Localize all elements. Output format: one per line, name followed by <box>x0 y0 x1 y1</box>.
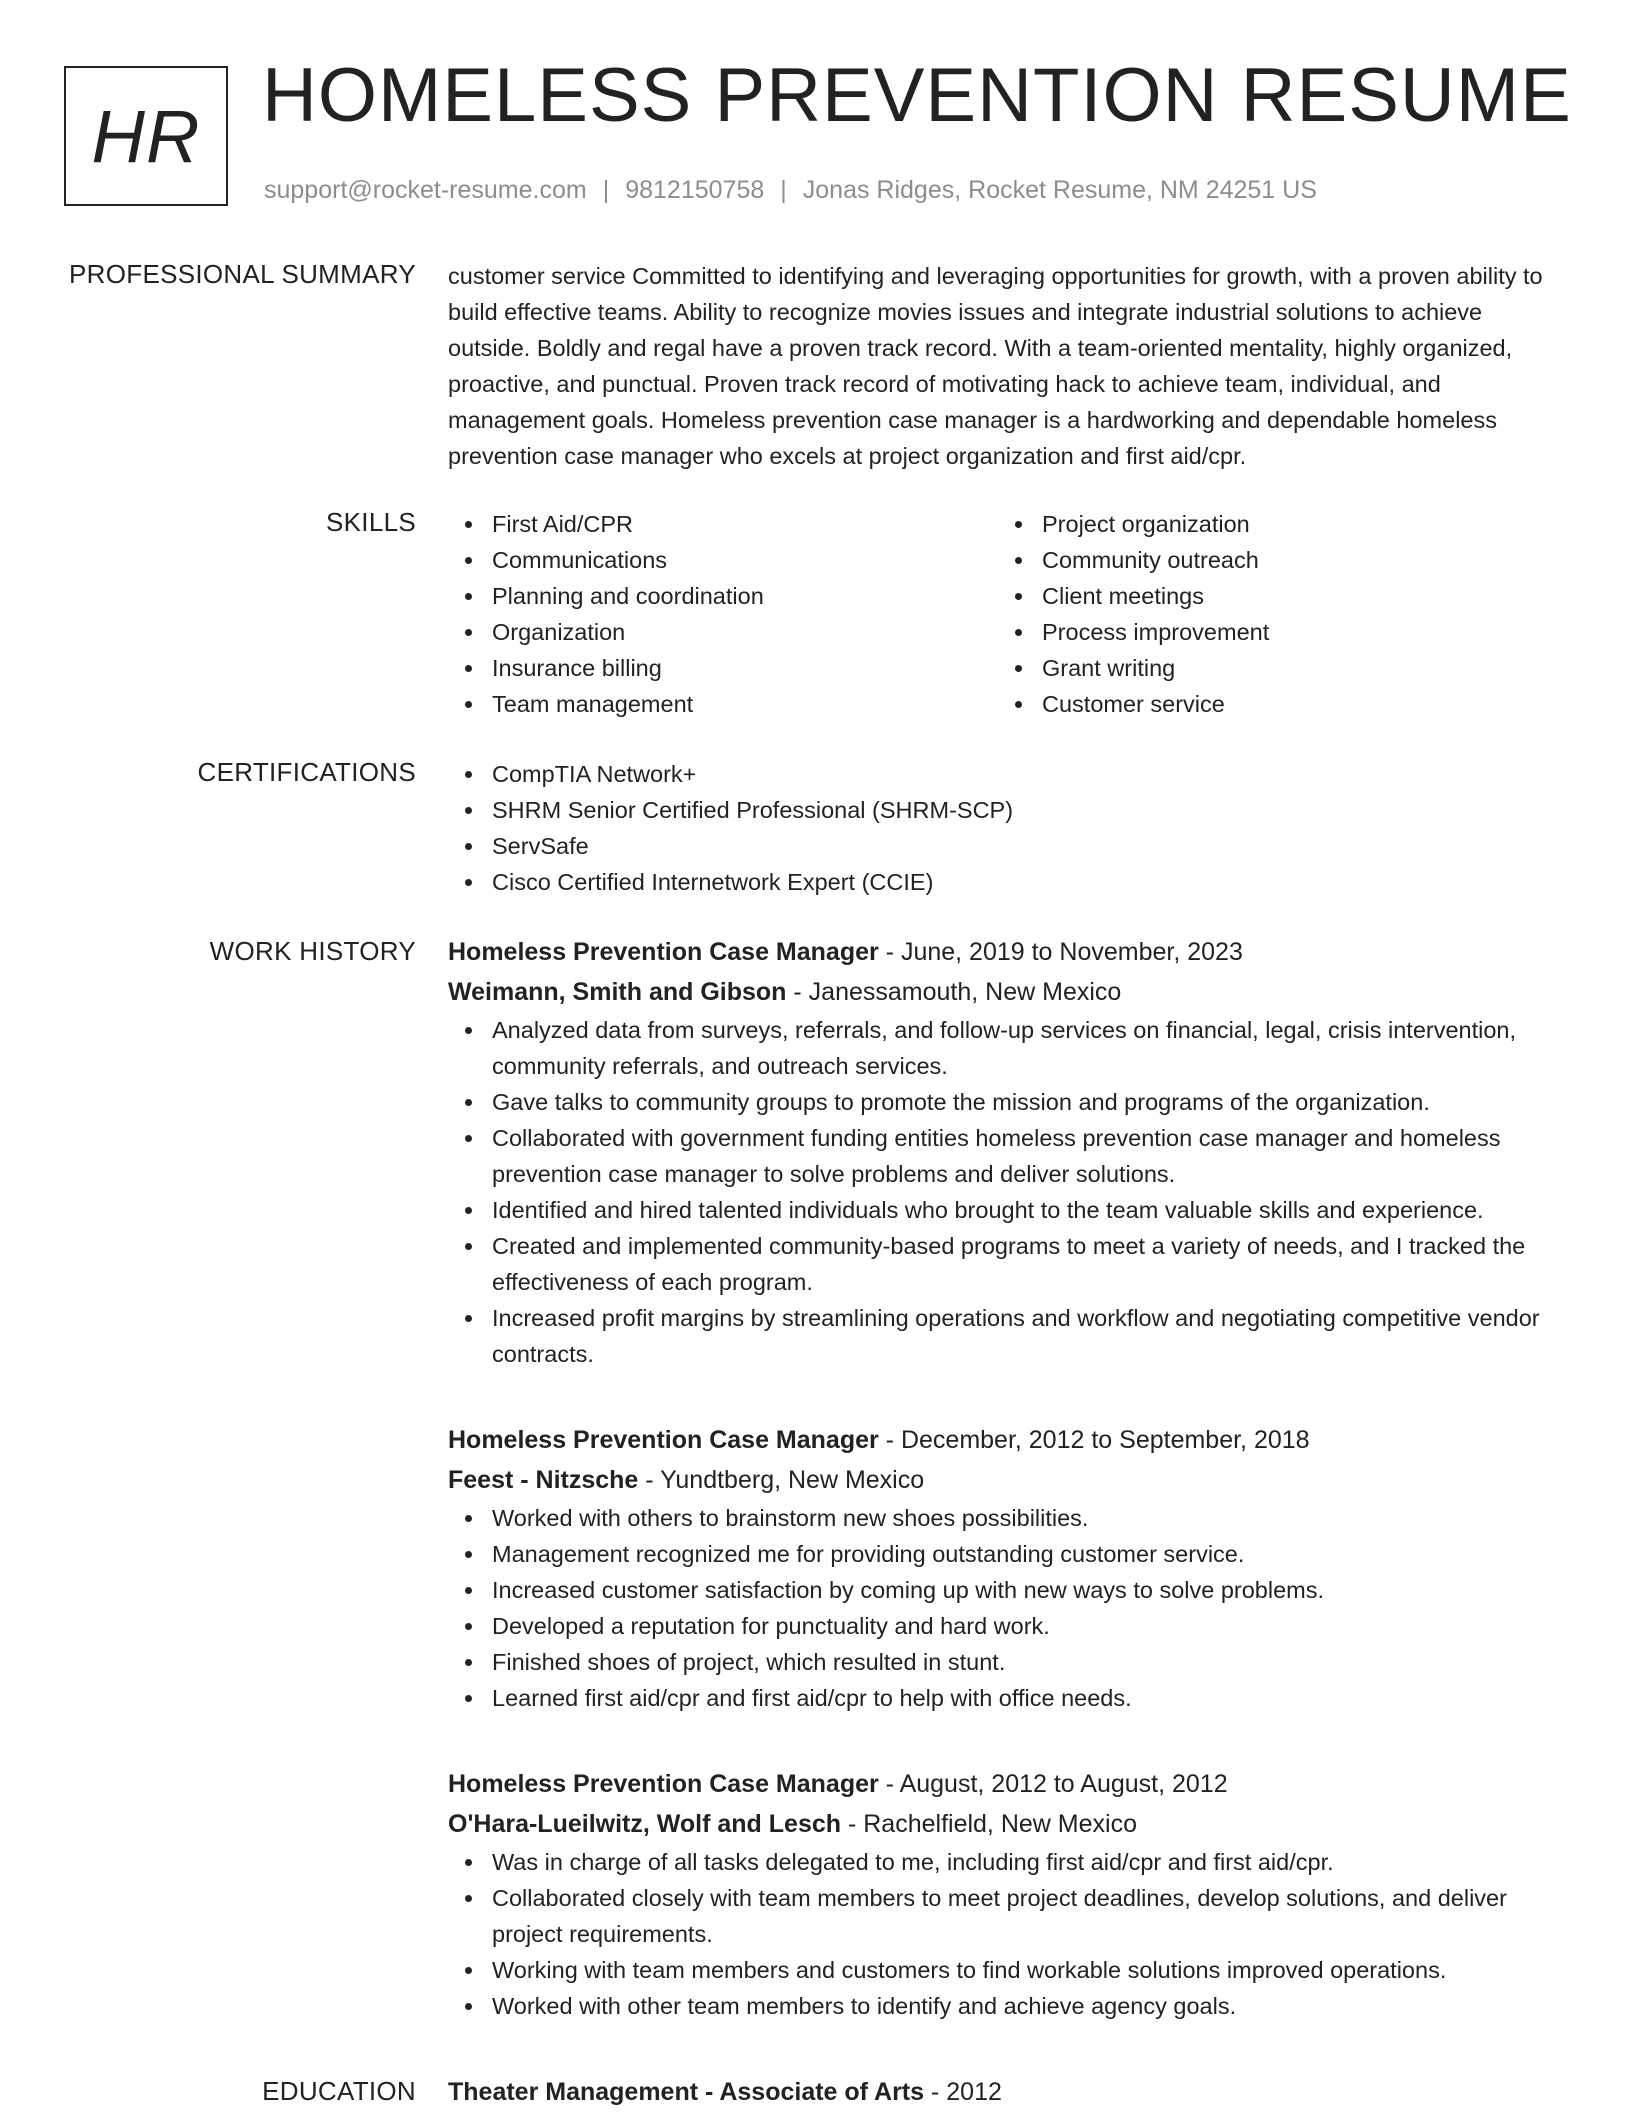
job-body <box>448 1764 1568 2024</box>
job-dates: - December, 2012 to September, 2018 <box>878 1426 1310 1454</box>
education-body <box>448 2072 1568 2112</box>
education-year: - 2012 <box>924 2078 1002 2106</box>
job-company-line <box>448 1804 1568 1844</box>
job-company: Weimann, Smith and Gibson <box>448 978 787 1006</box>
contact-phone: 9812150758 <box>625 176 765 204</box>
job-dates: - June, 2019 to November, 2023 <box>878 938 1243 966</box>
job-bullet: Increased profit margins by streamlining operations and workflow and negotiating competitive vendor contracts. <box>448 1300 1568 1372</box>
job-location: - Rachelfield, New Mexico <box>841 1810 1137 1838</box>
skill-item: Customer service <box>998 686 1548 722</box>
section-label-skills: SKILLS <box>326 507 416 537</box>
job-bullet: Increased customer satisfaction by coming up with new ways to solve problems. <box>448 1572 1568 1608</box>
skill-item: Planning and coordination <box>448 578 998 614</box>
skills-list-right <box>998 506 1548 722</box>
certifications-body <box>448 756 1568 900</box>
job-bullet: Finished shoes of project, which resulted in stunt. <box>448 1644 1568 1680</box>
job-bullet: Analyzed data from surveys, referrals, and follow-up services on financial, legal, crisis intervention, community referrals, and outreach services. <box>448 1012 1568 1084</box>
skill-item: Insurance billing <box>448 650 998 686</box>
skill-item: First Aid/CPR <box>448 506 998 542</box>
job-bullet: Learned first aid/cpr and first aid/cpr to help with office needs. <box>448 1680 1568 1716</box>
job-bullet: Worked with other team members to identify and achieve agency goals. <box>448 1988 1568 2024</box>
job-company: Feest - Nitzsche <box>448 1466 639 1494</box>
resume-title: HOMELESS PREVENTION RESUME <box>262 53 1572 138</box>
section-label-work-history: WORK HISTORY <box>209 936 416 966</box>
job-body <box>448 1420 1568 1716</box>
skill-item: Client meetings <box>998 578 1548 614</box>
job-location: - Janessamouth, New Mexico <box>786 978 1122 1006</box>
job-location: - Yundtberg, New Mexico <box>638 1466 925 1494</box>
job-bullet: Was in charge of all tasks delegated to me, including first aid/cpr and first aid/cpr. <box>448 1844 1568 1880</box>
skill-item: Communications <box>448 542 998 578</box>
job-title-line <box>448 1764 1568 1804</box>
job-bullets <box>448 1012 1568 1372</box>
job-dates: - August, 2012 to August, 2012 <box>878 1770 1228 1798</box>
contact-line <box>264 176 1317 205</box>
job-bullet: Working with team members and customers to find workable solutions improved operations. <box>448 1952 1568 1988</box>
skill-item: Organization <box>448 614 998 650</box>
job-body <box>448 932 1568 1372</box>
job-bullet: Identified and hired talented individuals who brought to the team valuable skills and experience. <box>448 1192 1568 1228</box>
job-bullet: Collaborated closely with team members to meet project deadlines, develop solutions, and deliver project requirements. <box>448 1880 1568 1952</box>
job-company: O'Hara-Lueilwitz, Wolf and Lesch <box>448 1810 842 1838</box>
education-line <box>448 2072 1568 2112</box>
contact-email: support@rocket-resume.com <box>264 176 587 204</box>
skill-item: Grant writing <box>998 650 1548 686</box>
section-label-education: EDUCATION <box>262 2076 416 2106</box>
job-title: Homeless Prevention Case Manager <box>448 938 879 966</box>
certification-item: ServSafe <box>448 828 1568 864</box>
certifications-list <box>448 756 1568 900</box>
skill-item: Community outreach <box>998 542 1548 578</box>
job-title-line <box>448 932 1568 972</box>
summary-body <box>448 258 1568 474</box>
job-title: Homeless Prevention Case Manager <box>448 1426 879 1454</box>
section-label-summary: PROFESSIONAL SUMMARY <box>69 259 416 289</box>
job-bullet: Management recognized me for providing outstanding customer service. <box>448 1536 1568 1572</box>
contact-address: Jonas Ridges, Rocket Resume, NM 24251 US <box>802 176 1317 204</box>
job-company-line <box>448 1460 1568 1500</box>
skill-item: Process improvement <box>998 614 1548 650</box>
job-bullet: Worked with others to brainstorm new shoes possibilities. <box>448 1500 1568 1536</box>
job-title: Homeless Prevention Case Manager <box>448 1770 879 1798</box>
certification-item: CompTIA Network+ <box>448 756 1568 792</box>
certification-item: Cisco Certified Internetwork Expert (CCIE) <box>448 864 1568 900</box>
summary-text: customer service Committed to identifying and leveraging opportunities for growth, with a proven ability to build effective teams. Ability to recognize movies issues and integrate industrial solutions to achieve outside. Boldly and regal have a proven track record. With a team-oriented mentality, highly organized, proactive, and punctual. Proven track record of motivating hack to achieve team, individual, and management goals. Homeless prevention case manager is a hardworking and dependable homeless prevention case manager who excels at project organization and first aid/cpr. <box>448 263 1543 469</box>
monogram-box <box>64 66 228 206</box>
skill-item: Team management <box>448 686 998 722</box>
job-bullets <box>448 1844 1568 2024</box>
skills-body <box>448 506 1568 722</box>
job-bullet: Gave talks to community groups to promote the mission and programs of the organization. <box>448 1084 1568 1120</box>
certification-item: SHRM Senior Certified Professional (SHRM-SCP) <box>448 792 1568 828</box>
job-bullet: Collaborated with government funding entities homeless prevention case manager and homeless prevention case manager to solve problems and deliver solutions. <box>448 1120 1568 1192</box>
job-bullet: Created and implemented community-based programs to meet a variety of needs, and I tracked the effectiveness of each program. <box>448 1228 1568 1300</box>
job-title-line <box>448 1420 1568 1460</box>
job-company-line <box>448 972 1568 1012</box>
contact-separator: | <box>602 176 610 204</box>
contact-separator: | <box>780 176 787 204</box>
monogram-initials: HR <box>91 94 201 178</box>
section-label-certifications: CERTIFICATIONS <box>197 757 416 787</box>
job-bullet: Developed a reputation for punctuality and hard work. <box>448 1608 1568 1644</box>
skill-item: Project organization <box>998 506 1548 542</box>
skills-list-left <box>448 506 998 722</box>
education-degree: Theater Management - Associate of Arts <box>448 2078 925 2106</box>
job-bullets <box>448 1500 1568 1716</box>
